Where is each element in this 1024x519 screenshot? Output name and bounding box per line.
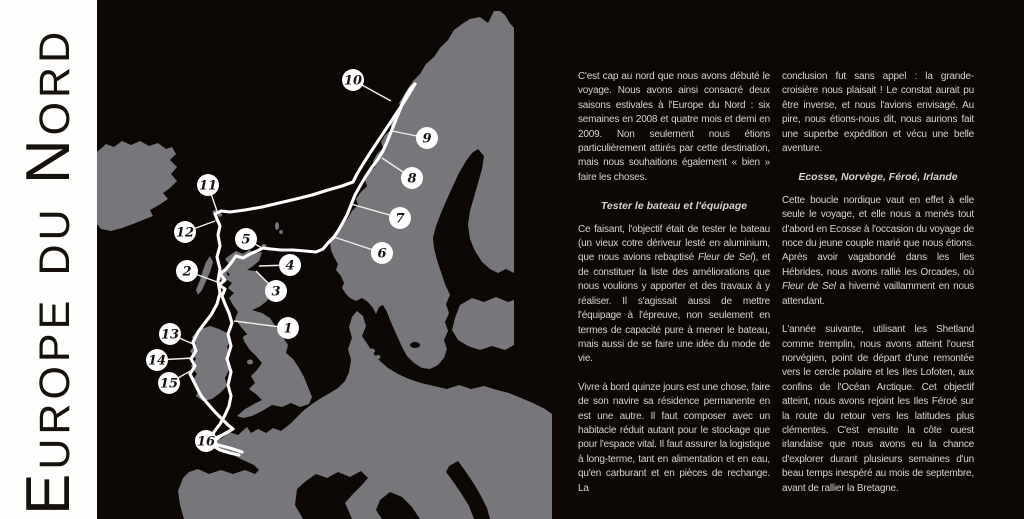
- map-marker-13: [159, 323, 193, 345]
- map-landmasses: [97, 11, 552, 519]
- marker-number: 3: [271, 284, 281, 300]
- paragraph: Cette boucle nordique vaut en effet à elle seule le voyage, et elle nous a menés tout d'abord en Ecosse à l'occasion du voyage de noce du jeune couple marié que nous étions. Après avoir vagabondé dans les Iles Hébrides, nous avons rallié les Orcades, où Fleur de Sel a hiverné vaillamment en nous attendant.: [782, 194, 974, 307]
- marker-number: 10: [343, 73, 363, 89]
- section-heading: Ecosse, Norvège, Féroé, Irlande: [798, 171, 958, 184]
- marker-number: 6: [377, 246, 387, 262]
- map-islands-denmark: [369, 349, 375, 354]
- map-marker-11: [197, 174, 219, 211]
- map-land-iceland: [97, 141, 177, 231]
- map-island-anglesey: [247, 360, 253, 365]
- map-marker-10: [342, 69, 391, 101]
- map-marker-12: [174, 221, 215, 243]
- marker-number: 14: [147, 353, 167, 369]
- map-marker-15: [158, 369, 194, 394]
- map-marker-2: [176, 260, 220, 283]
- map-islands-denmark-2: [376, 355, 381, 359]
- map-marker-14: [146, 349, 193, 371]
- map-land-baltics: [452, 297, 514, 350]
- marker-number: 7: [395, 211, 405, 227]
- map-islands-shetland-2: [279, 230, 283, 234]
- map-marker-4: [259, 254, 301, 276]
- marker-number: 16: [196, 434, 216, 450]
- paragraph: Ce faisant, l'objectif était de tester le bateau (un vieux cotre dériveur lesté en aluminium, que nous avions rebaptisé Fleur de Sel), et de constituer la liste des améliorations que nous voulions y apporter et des travaux à y réaliser. Il s'agissait aussi de mettre l'équipage à l'épreuve, non seulement en termes de capacité pure à mener le bateau, mais aussi de se faire une idée du mode de vie.: [578, 223, 771, 365]
- paragraph: Vivre à bord quinze jours est une chose, faire de son navire sa résidence permanente en est une autre. Il faut composer avec un habitacle réduit autant pour le stockage que pour l'espace vital. Il faut assurer la logistique à long-terme, tant en alimentation et en eau, qu'en carburant et en pièces de rechange. La: [578, 381, 770, 494]
- marker-number: 9: [422, 131, 432, 147]
- paragraph: L'année suivante, utilisant les Shetland comme tremplin, nous avons atteint l'ouest norvégien, point de départ d'une remontée vers le cercle polaire et les Iles Lofoten, aux confins de l'Océan Arctique. Cet objectif atteint, nous avons rejoint les Iles Féroé sur la route du retour vers les latitudes plus clémentes. C'est ensuite la côte ouest irlandaise que nous avons eu la chance d'explorer durant plusieurs semaines d'un beau temps inespéré au mois de septembre, avant de rallier la Bretagne.: [782, 324, 974, 494]
- marker-number: 2: [182, 264, 192, 280]
- europe-map: [97, 0, 560, 519]
- marker-number: 5: [241, 232, 251, 248]
- article-column-2: [782, 70, 974, 510]
- marker-number: 12: [175, 225, 195, 241]
- marker-number: 8: [407, 171, 417, 187]
- map-marker-5: [235, 228, 262, 250]
- section-heading: Tester le bateau et l'équipage: [600, 200, 748, 213]
- spine-panel: [0, 0, 97, 519]
- marker-number: 11: [198, 178, 218, 194]
- marker-number: 4: [285, 258, 295, 274]
- map-lake-vanern: [410, 342, 420, 348]
- article-column-1: [578, 70, 770, 510]
- paragraph: conclusion fut sans appel : la grande-croisière nous plaisait ! Le constat aurait pu être inverse, et nous l'avions envisagé. Au pire, nous étions-nous dit, nous aurions fait une superbe expédition et vécu une belle aventure.: [782, 71, 974, 155]
- page-title: Europe du Nord: [14, 27, 83, 515]
- map-land-great-britain: [224, 250, 312, 418]
- map-island-man: [243, 335, 251, 341]
- marker-number: 1: [283, 321, 293, 337]
- map-islands-shetland: [275, 222, 279, 230]
- marker-number: 15: [159, 376, 179, 392]
- paragraph: C'est cap au nord que nous avons débuté le voyage. Nous avons ainsi consacré deux saisons estivales à l'Europe du Nord : six semaines en 2008 et quatre mois et demi en 2009. Non seulement nous étions particulièrement attirés par cette destination, mais nous souhaitions également « bien » faire les choses.: [578, 71, 770, 183]
- marker-number: 13: [160, 327, 180, 343]
